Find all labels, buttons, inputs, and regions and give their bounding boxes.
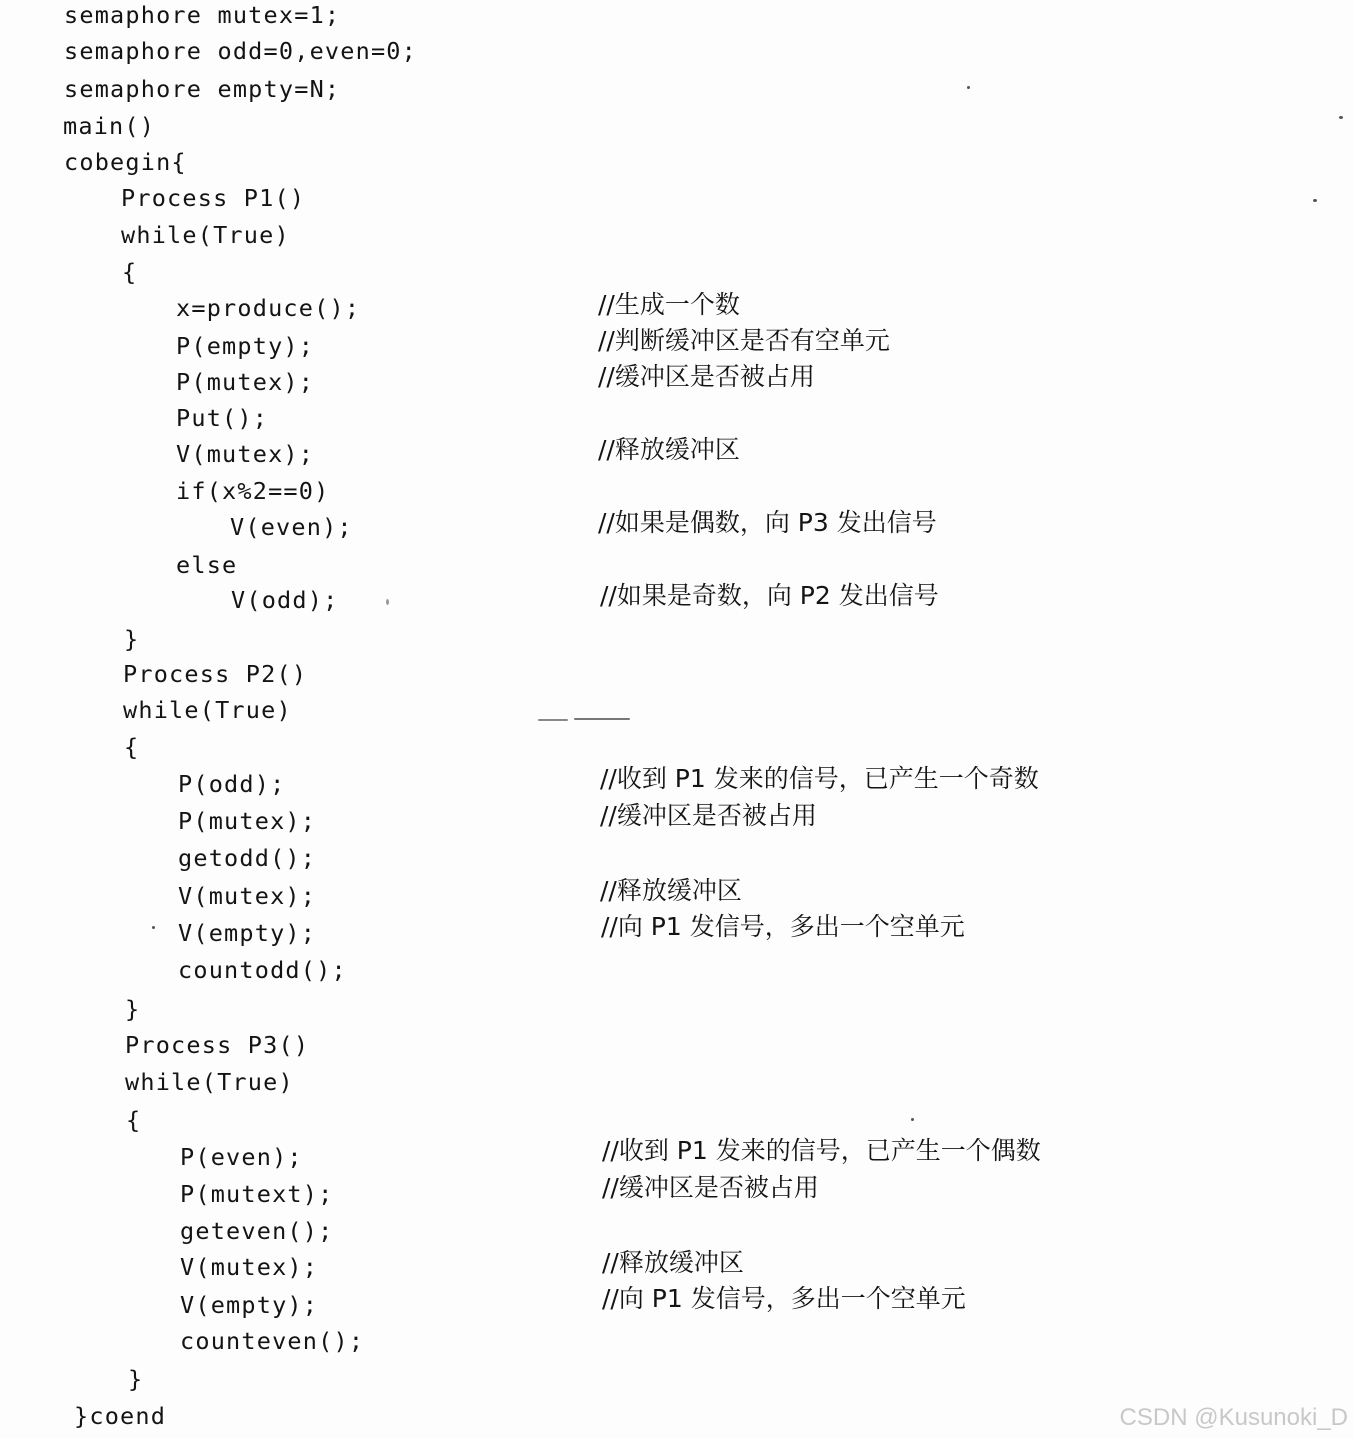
code-line: if(x%2==0)	[176, 477, 330, 505]
code-line: V(empty);	[178, 919, 317, 947]
scan-speck	[538, 719, 568, 721]
code-comment: //收到 P1 发来的信号，已产生一个偶数	[602, 1136, 1041, 1165]
code-line: V(mutex);	[180, 1253, 319, 1281]
scan-speck	[1339, 116, 1343, 119]
scan-speck	[152, 926, 155, 929]
code-line: }coend	[74, 1402, 167, 1430]
code-line: {	[122, 258, 138, 286]
code-line: V(mutex);	[178, 882, 317, 910]
code-line: V(mutex);	[176, 440, 315, 468]
code-comment: //如果是奇数，向 P2 发出信号	[600, 581, 939, 610]
code-line: P(mutex);	[178, 807, 317, 835]
code-comment: //向 P1 发信号，多出一个空单元	[602, 1284, 966, 1313]
code-comment: //缓冲区是否被占用	[600, 801, 817, 830]
code-line: Process P3()	[125, 1031, 310, 1059]
scan-speck	[967, 86, 970, 89]
code-line: semaphore mutex=1;	[64, 1, 341, 29]
code-line: while(True)	[123, 696, 292, 724]
code-line: P(even);	[180, 1143, 303, 1171]
code-line: P(odd);	[178, 770, 286, 798]
code-line: P(mutex);	[176, 368, 315, 396]
code-comment: //生成一个数	[598, 290, 740, 319]
code-line: semaphore odd=0,even=0;	[64, 37, 418, 65]
code-comment: //缓冲区是否被占用	[598, 362, 815, 391]
code-line: {	[126, 1106, 142, 1134]
code-comment: //向 P1 发信号，多出一个空单元	[601, 912, 965, 941]
code-comment: //判断缓冲区是否有空单元	[598, 326, 890, 355]
code-line: geteven();	[180, 1217, 334, 1245]
code-comment: //如果是偶数，向 P3 发出信号	[598, 508, 937, 537]
scan-speck	[911, 1118, 914, 1121]
watermark: CSDN @Kusunoki_D	[1119, 1404, 1348, 1431]
code-line: main()	[63, 112, 156, 140]
code-line: Process P1()	[121, 184, 306, 212]
code-line: P(empty);	[176, 332, 315, 360]
code-comment: //释放缓冲区	[602, 1248, 744, 1277]
code-line: x=produce();	[176, 294, 361, 322]
code-line: P(mutext);	[180, 1180, 334, 1208]
scan-speck	[1313, 199, 1317, 202]
code-line: V(empty);	[180, 1291, 319, 1319]
code-comment: //收到 P1 发来的信号，已产生一个奇数	[600, 764, 1039, 793]
code-line: else	[176, 551, 238, 579]
code-line: Process P2()	[123, 660, 308, 688]
code-line: }	[124, 625, 140, 653]
code-line: V(even);	[230, 513, 353, 541]
code-line: V(odd);	[231, 586, 339, 614]
code-line: {	[124, 733, 140, 761]
code-line: getodd();	[178, 844, 317, 872]
code-comment: //释放缓冲区	[600, 876, 742, 905]
code-line: counteven();	[180, 1327, 365, 1355]
code-line: }	[128, 1365, 144, 1393]
code-line: cobegin{	[64, 148, 187, 176]
code-line: Put();	[176, 404, 269, 432]
code-line: countodd();	[178, 956, 347, 984]
code-line: semaphore empty=N;	[64, 75, 341, 103]
code-line: while(True)	[121, 221, 290, 249]
code-comment: //释放缓冲区	[598, 435, 740, 464]
code-line: }	[125, 995, 141, 1023]
scan-speck	[386, 599, 389, 605]
code-line: while(True)	[125, 1068, 294, 1096]
scan-speck	[574, 718, 630, 720]
code-comment: //缓冲区是否被占用	[602, 1173, 819, 1202]
